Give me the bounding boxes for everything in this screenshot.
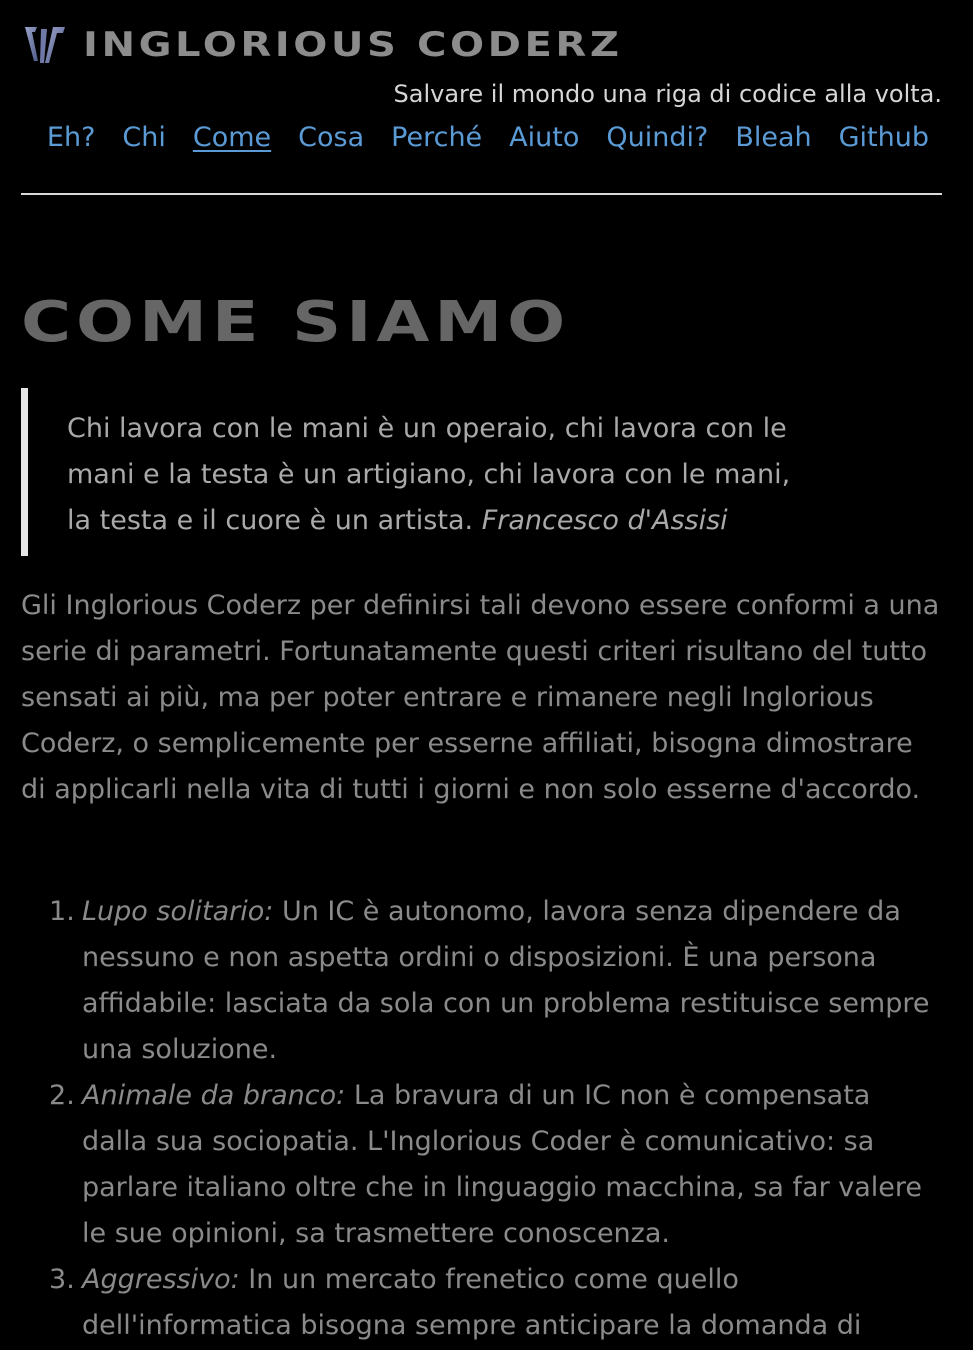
nav-link-perche[interactable]: Perché (391, 122, 483, 153)
quote-body (67, 406, 807, 544)
main-nav (47, 122, 929, 153)
nav-link-github[interactable]: Github (838, 122, 929, 153)
tagline: Salvare il mondo una riga di codice alla volta. (393, 80, 942, 108)
quote-author: Francesco d'Assisi (481, 505, 728, 536)
ic-logo-icon (23, 23, 67, 67)
nav-link-quindi[interactable]: Quindi? (606, 122, 709, 153)
list-item (82, 889, 942, 1073)
intro-paragraph: Gli Inglorious Coderz per definirsi tali devono essere conformi a una serie di parametri. Fortunatamente questi criteri risultano del tutto sensati ai più, ma per poter entrare e rimanere negli Inglorious Coderz, o semplicemente per esserne affiliati, bisogna dimostrare di applicarli nella vita di tutti i giorni e non solo esserne d'accordo. (21, 590, 940, 805)
brand[interactable] (21, 22, 623, 68)
quote (21, 388, 821, 556)
nav-link-bleah[interactable]: Bleah (735, 122, 812, 153)
list-item (82, 1073, 942, 1257)
brand-name: INGLORIOUS CODERZ (83, 25, 623, 65)
criterion-term: Animale da branco: (82, 1080, 346, 1111)
page-title: COME SIAMO (21, 290, 571, 355)
criteria-list (21, 889, 942, 1349)
nav-link-chi[interactable]: Chi (122, 122, 166, 153)
nav-link-cosa[interactable]: Cosa (298, 122, 365, 153)
nav-link-aiuto[interactable]: Aiuto (509, 122, 580, 153)
nav-link-come[interactable]: Come (192, 122, 272, 153)
nav-link-eh[interactable]: Eh? (46, 122, 96, 153)
criterion-text: La bravura di un IC non è compensata dalla sua sociopatia. L'Inglorious Coder è comunicativo: sa parlare italiano oltre che in linguaggio macchina, sa far valere le sue opinioni, sa trasmettere conoscenza. (82, 1080, 923, 1249)
list-item (82, 1257, 942, 1349)
criterion-text: In un mercato frenetico come quello dell'informatica bisogna sempre anticipare la domanda di (82, 1264, 862, 1341)
criterion-term: Aggressivo: (82, 1264, 240, 1295)
quote-text: Chi lavora con le mani è un operaio, chi lavora con le mani e la testa è un artigiano, chi lavora con le mani, la testa e il cuore è un artista. (67, 413, 791, 536)
criterion-text: Un IC è autonomo, lavora senza dipendere da nessuno e non aspetta ordini o disposizioni. È una persona affidabile: lasciata da sola con un problema restituisce sempre una soluzione. (82, 896, 930, 1065)
header-divider (21, 193, 942, 195)
criterion-term: Lupo solitario: (82, 896, 274, 927)
